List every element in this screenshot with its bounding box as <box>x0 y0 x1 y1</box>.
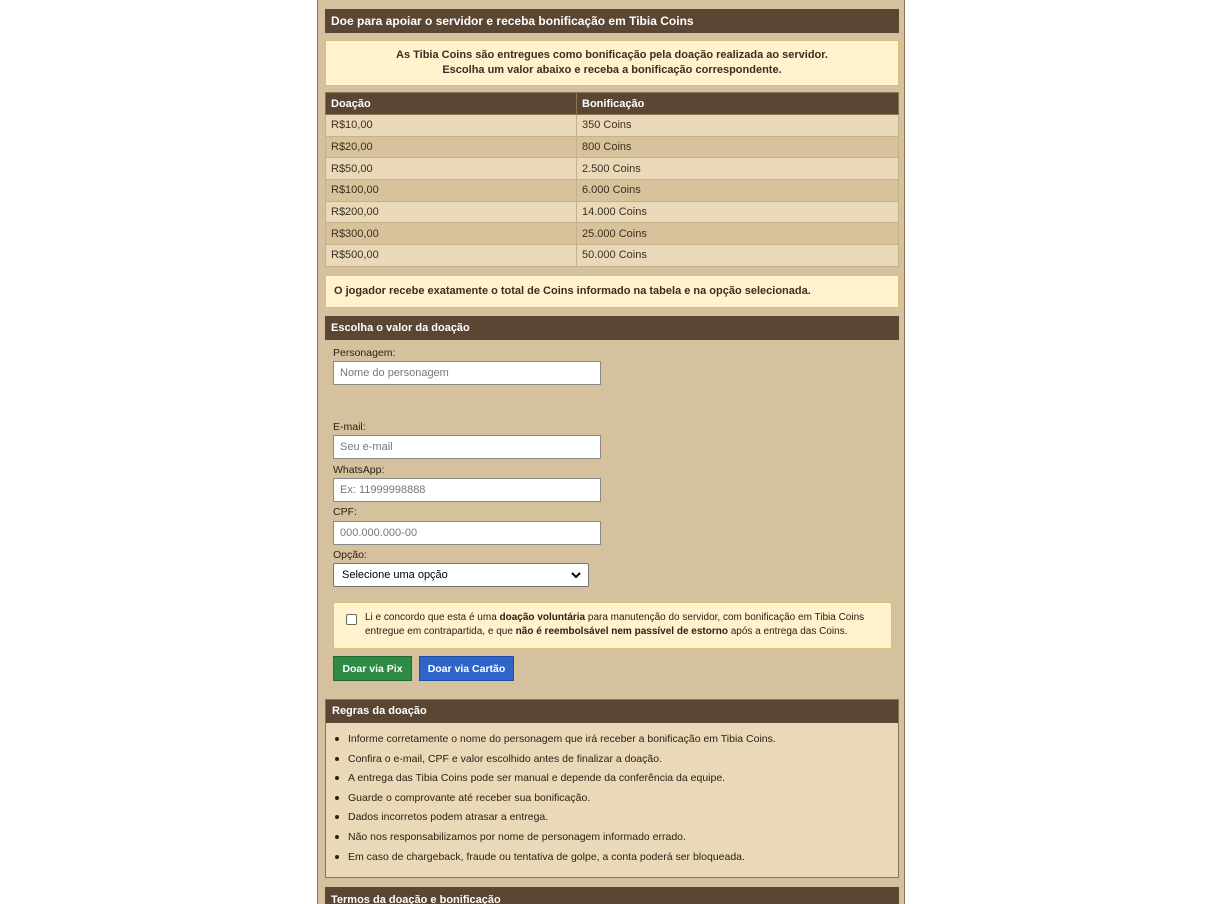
consent-text-part: para manutenção do servidor, com bonificação em Tibia Coins entregue em contrapartida, e que <box>365 612 865 637</box>
list-item: Confira o e-mail, CPF e valor escolhido antes de finalizar a doação. <box>334 753 776 773</box>
table-header-row <box>326 93 899 115</box>
table-row <box>326 136 899 158</box>
donation-value: R$100,00 <box>326 180 577 202</box>
consent-bold-nonrefundable: não é reembolsável nem passível de estorno <box>515 626 728 637</box>
list-item: Dados incorretos podem atrasar a entrega. <box>334 811 776 831</box>
table-row <box>326 180 899 202</box>
table-row <box>326 201 899 223</box>
form-header: Escolha o valor da doação <box>325 316 899 340</box>
bonus-value: 14.000 Coins <box>577 201 899 223</box>
donation-value: R$500,00 <box>326 245 577 267</box>
chevron-down-icon <box>570 567 582 583</box>
bonus-table <box>325 92 899 267</box>
donation-page <box>317 0 905 904</box>
donate-card-button[interactable]: Doar via Cartão <box>419 656 514 681</box>
intro-notice <box>325 40 899 86</box>
whatsapp-input[interactable] <box>333 478 601 502</box>
info-note: O jogador recebe exatamente o total de Coins informado na tabela e na opção selecionada. <box>325 275 899 308</box>
list-item: Informe corretamente o nome do personagem que irá receber a bonificação em Tibia Coins. <box>334 733 776 753</box>
bonus-value: 25.000 Coins <box>577 223 899 245</box>
donate-pix-button[interactable]: Doar via Pix <box>333 656 412 681</box>
character-input[interactable] <box>333 361 601 385</box>
consent-text <box>365 611 875 639</box>
rules-header: Regras da doação <box>326 700 898 723</box>
bonus-value: 350 Coins <box>577 115 899 137</box>
donation-value: R$300,00 <box>326 223 577 245</box>
donation-value: R$20,00 <box>326 136 577 158</box>
table-row <box>326 223 899 245</box>
table-row <box>326 115 899 137</box>
intro-line-2: Escolha um valor abaixo e receba a bonificação correspondente. <box>442 64 782 76</box>
email-label: E-mail: <box>333 421 366 433</box>
intro-line-1: As Tibia Coins são entregues como bonificação pela doação realizada ao servidor. <box>396 49 828 61</box>
email-input[interactable] <box>333 435 601 459</box>
option-select[interactable] <box>333 563 589 587</box>
bonus-value: 6.000 Coins <box>577 180 899 202</box>
table-row <box>326 245 899 267</box>
cpf-label: CPF: <box>333 506 357 518</box>
list-item: A entrega das Tibia Coins pode ser manual e depende da conferência da equipe. <box>334 772 776 792</box>
page-title: Doe para apoiar o servidor e receba bonificação em Tibia Coins <box>325 9 899 33</box>
donation-value: R$200,00 <box>326 201 577 223</box>
consent-text-part: após a entrega das Coins. <box>727 626 848 637</box>
whatsapp-label: WhatsApp: <box>333 464 385 476</box>
bonus-value: 800 Coins <box>577 136 899 158</box>
option-select-value: Selecione uma opção <box>342 569 448 581</box>
list-item: Guarde o comprovante até receber sua bonificação. <box>334 792 776 812</box>
column-header-bonus: Bonificação <box>577 93 899 115</box>
column-header-donation: Doação <box>326 93 577 115</box>
consent-text-part: Li e concordo que esta é uma <box>365 612 500 623</box>
consent-box <box>333 602 892 649</box>
donation-value: R$50,00 <box>326 158 577 180</box>
character-label: Personagem: <box>333 347 396 359</box>
bonus-value: 50.000 Coins <box>577 245 899 267</box>
rules-panel <box>325 699 899 878</box>
bonus-value: 2.500 Coins <box>577 158 899 180</box>
rules-list <box>334 733 776 870</box>
list-item: Não nos responsabilizamos por nome de personagem informado errado. <box>334 831 776 851</box>
consent-bold-voluntary: doação voluntária <box>499 612 586 623</box>
consent-checkbox[interactable] <box>346 614 357 625</box>
option-label: Opção: <box>333 549 367 561</box>
table-row <box>326 158 899 180</box>
list-item: Em caso de chargeback, fraude ou tentativa de golpe, a conta poderá ser bloqueada. <box>334 851 776 871</box>
terms-header: Termos da doação e bonificação <box>325 887 899 904</box>
cpf-input[interactable] <box>333 521 601 545</box>
donation-value: R$10,00 <box>326 115 577 137</box>
